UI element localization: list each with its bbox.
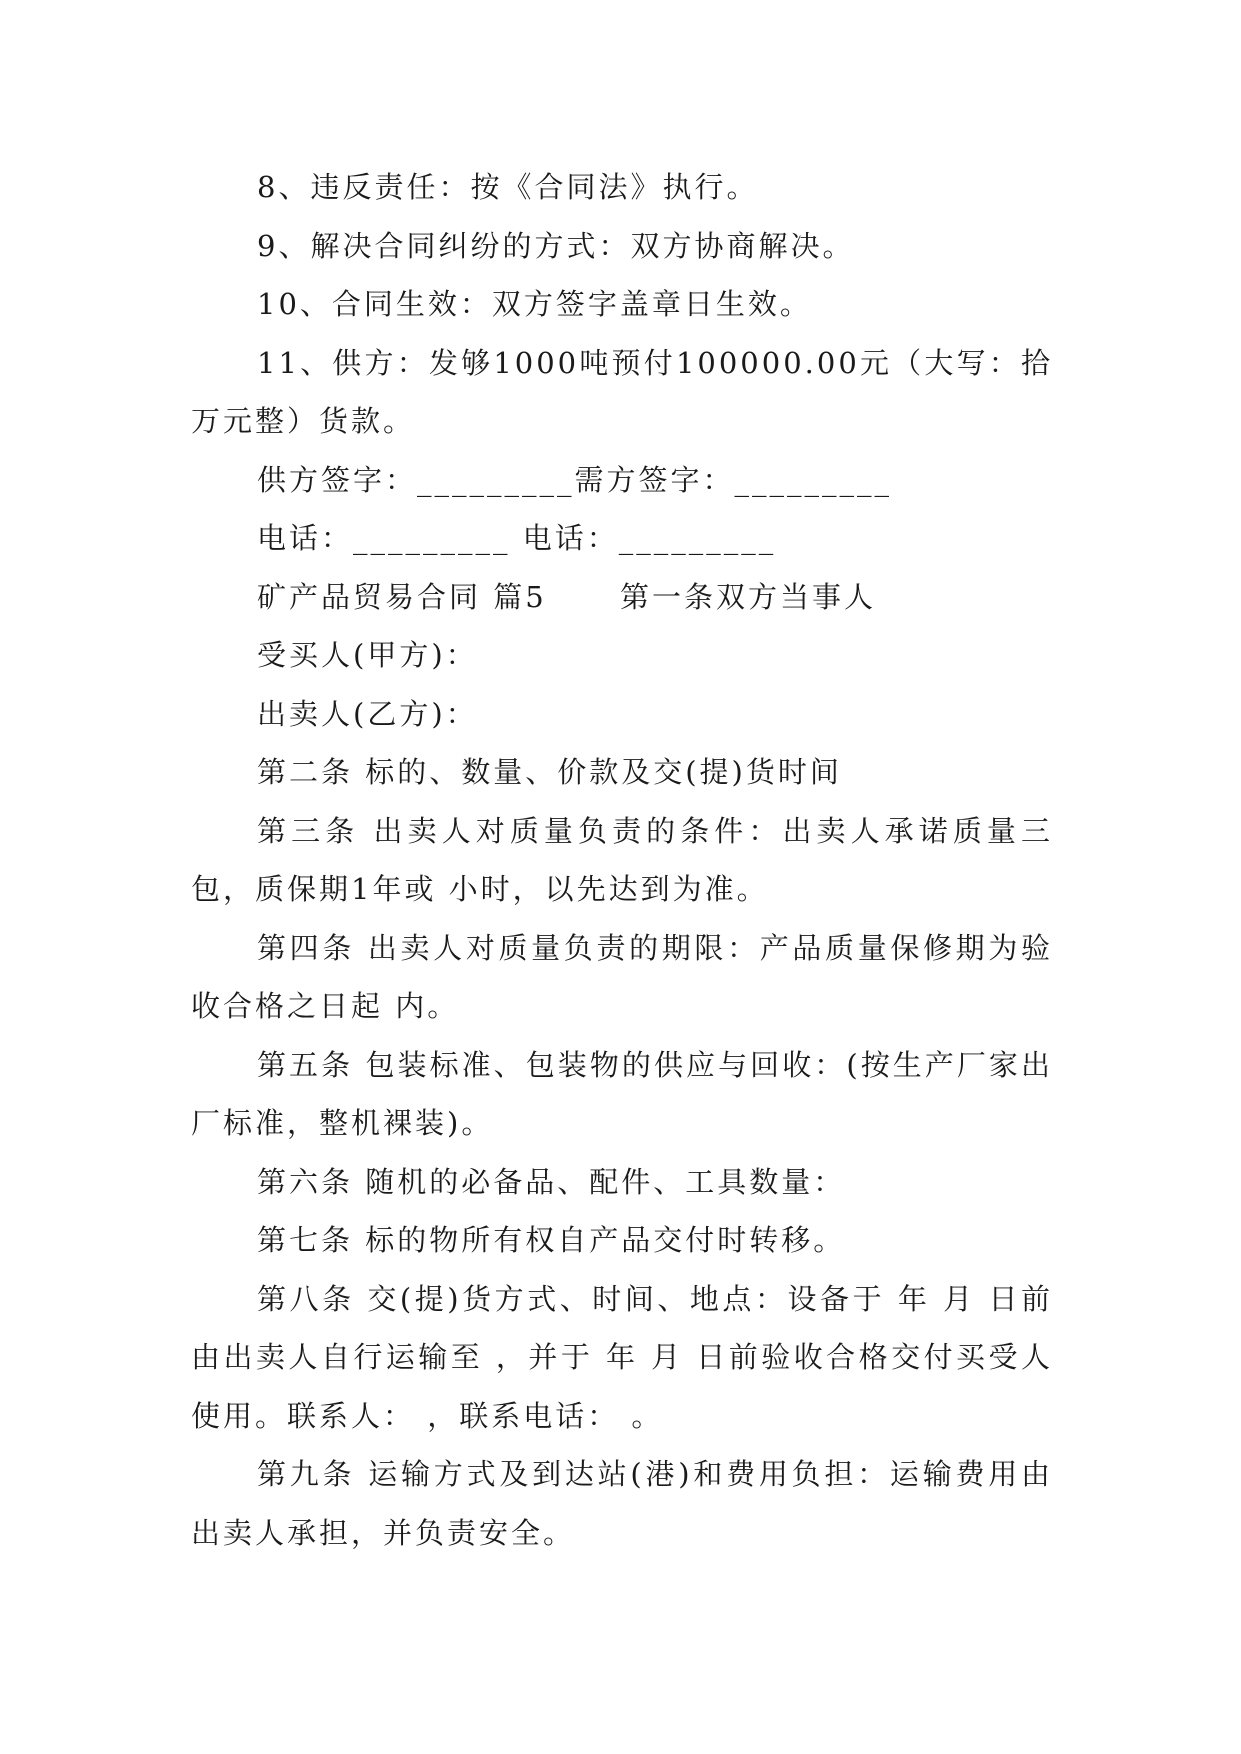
buyer-party: 受买人(甲方)： [257, 638, 478, 672]
section-title-contract-5: 矿产品贸易合同 篇5 第一条双方当事人 [257, 579, 876, 614]
contract-body [191, 158, 1053, 1562]
clause-8-breach-liability: 8、违反责任：按《合同法》执行。 [257, 170, 759, 204]
seller-party: 出卖人(乙方)： [257, 696, 478, 731]
article-5: 第五条 包装标准、包装物的供应与回收：(按生产厂家出厂标准，整机裸装)。 [191, 1047, 1053, 1140]
article-8: 第八条 交(提)货方式、时间、地点：设备于 年 月 日前由出卖人自行运输至 ，并于 年 月 日前验收合格交付买受人使用。联系人： ，联系电话： 。 [191, 1281, 1053, 1433]
article-2: 第二条 标的、数量、价款及交(提)货时间 [257, 755, 842, 789]
article-3: 第三条 出卖人对质量负责的条件：出卖人承诺质量三包，质保期1年或 小时，以先达到为准。 [191, 813, 1053, 906]
article-9: 第九条 运输方式及到达站(港)和费用负担：运输费用由出卖人承担，并负责安全。 [191, 1457, 1053, 1550]
signature-line: 供方签字：_________需方签字：_________ [257, 462, 893, 497]
clause-10-effectiveness: 10、合同生效：双方签字盖章日生效。 [257, 287, 812, 321]
phone-line: 电话：_________ 电话：_________ [257, 521, 777, 555]
article-7: 第七条 标的物所有权自产品交付时转移。 [257, 1223, 846, 1257]
article-6: 第六条 随机的必备品、配件、工具数量： [257, 1164, 846, 1199]
clause-9-dispute-resolution: 9、解决合同纠纷的方式：双方协商解决。 [257, 228, 855, 263]
clause-11-prepayment: 11、供方：发够1000吨预付100000.00元（大写：拾万元整）货款。 [191, 345, 1053, 438]
article-4: 第四条 出卖人对质量负责的期限：产品质量保修期为验收合格之日起 内。 [191, 930, 1053, 1023]
